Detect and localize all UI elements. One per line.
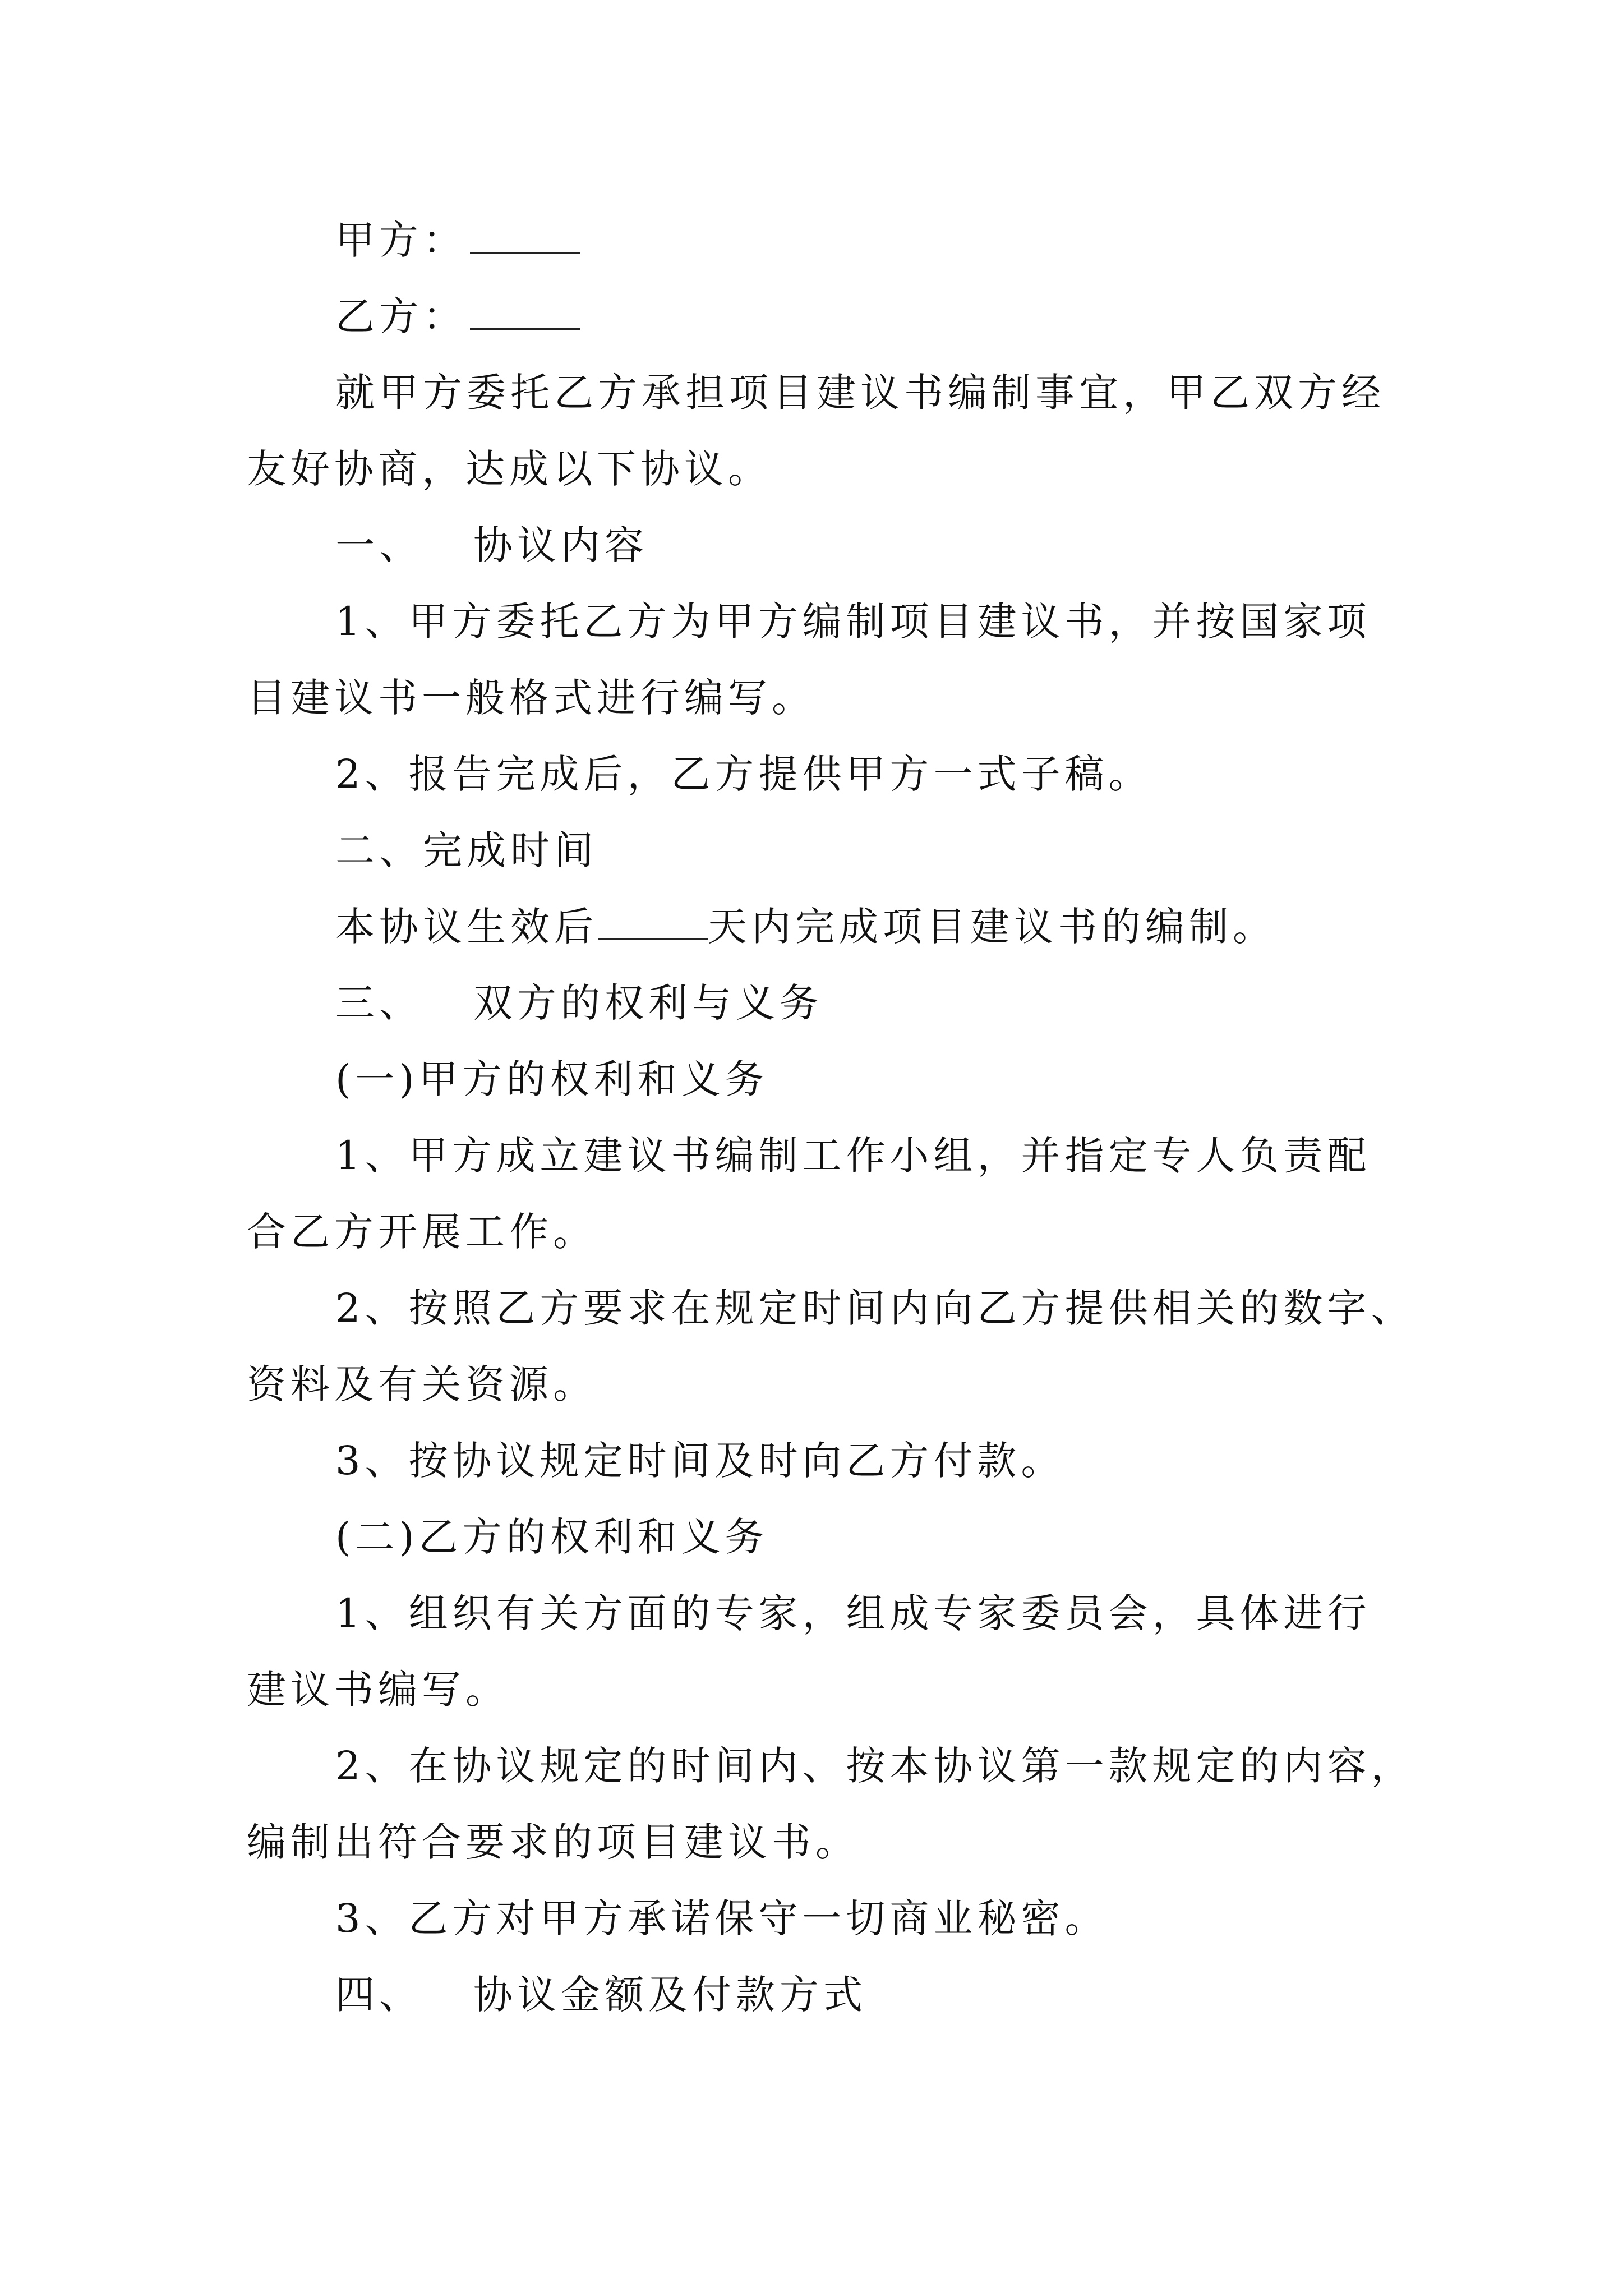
party-a-label: 甲方：: [335, 217, 467, 263]
section-1-item-1-line-1: 1、甲方委托乙方为甲方编制项目建议书，并按国家项: [335, 599, 1371, 645]
party-b-blank: [470, 325, 580, 330]
section-4-heading: [247, 1957, 1391, 2033]
party-b-line: [247, 278, 1391, 355]
party-a-blank: [470, 249, 580, 254]
section-4-title: 协议金额及付款方式: [473, 1972, 867, 2018]
section-3-sub-2-item-1-line-2: 建议书编写。: [247, 1667, 509, 1713]
section-3-sub-1-item-2-line-1: 2、按照乙方要求在规定时间内向乙方提供相关的数字、: [335, 1285, 1415, 1331]
section-3-sub-2-item-2-line-1: 2、在协议规定的时间内、按本协议第一款规定的内容，: [335, 1743, 1415, 1789]
section-1-heading: [247, 507, 1391, 583]
section-3-sub-2-item-2-line-2: 编制出符合要求的项目建议书。: [247, 1819, 859, 1865]
section-1-number: 一、: [335, 522, 423, 568]
party-a-line: [247, 202, 1391, 278]
section-2-text-after: 天内完成项目建议书的编制。: [708, 904, 1276, 950]
section-3-sub-2-item-3: 3、乙方对甲方承诺保守一切商业秘密。: [335, 1895, 1109, 1941]
section-3-sub-1-item-2-line-2: 资料及有关资源。: [247, 1361, 597, 1407]
section-3-sub-2-title: (二)乙方的权利和义务: [335, 1514, 769, 1560]
section-4-number: 四、: [335, 1972, 423, 2018]
section-1-item-1-line-2: 目建议书一般格式进行编写。: [247, 675, 815, 721]
section-2-text: [247, 889, 1391, 965]
section-2-text-before: 本协议生效后: [335, 904, 598, 950]
document-body: [247, 202, 1415, 2033]
section-3-number: 三、: [335, 980, 423, 1026]
section-3-sub-1-title: (一)甲方的权利和义务: [335, 1056, 769, 1102]
section-3-sub-1-item-1-line-1: 1、甲方成立建议书编制工作小组，并指定专人负责配: [335, 1133, 1371, 1179]
section-3-title: 双方的权利与义务: [473, 980, 823, 1026]
section-3-heading: [247, 965, 1391, 1041]
intro-line-2: 友好协商，达成以下协议。: [247, 446, 772, 492]
section-3-sub-2-item-1-line-1: 1、组织有关方面的专家，组成专家委员会，具体进行: [335, 1590, 1371, 1636]
section-1-title: 协议内容: [473, 522, 648, 568]
section-3-sub-1-item-3: 3、按协议规定时间及时向乙方付款。: [335, 1438, 1065, 1484]
party-b-label: 乙方：: [335, 293, 467, 339]
section-1-item-2: 2、报告完成后，乙方提供甲方一式子稿。: [335, 751, 1152, 797]
section-2-heading: 二、完成时间: [335, 827, 598, 873]
section-3-sub-1-item-1-line-2: 合乙方开展工作。: [247, 1209, 597, 1255]
days-blank: [598, 935, 708, 940]
intro-line-1: 就甲方委托乙方承担项目建议书编制事宜，甲乙双方经: [335, 370, 1385, 416]
